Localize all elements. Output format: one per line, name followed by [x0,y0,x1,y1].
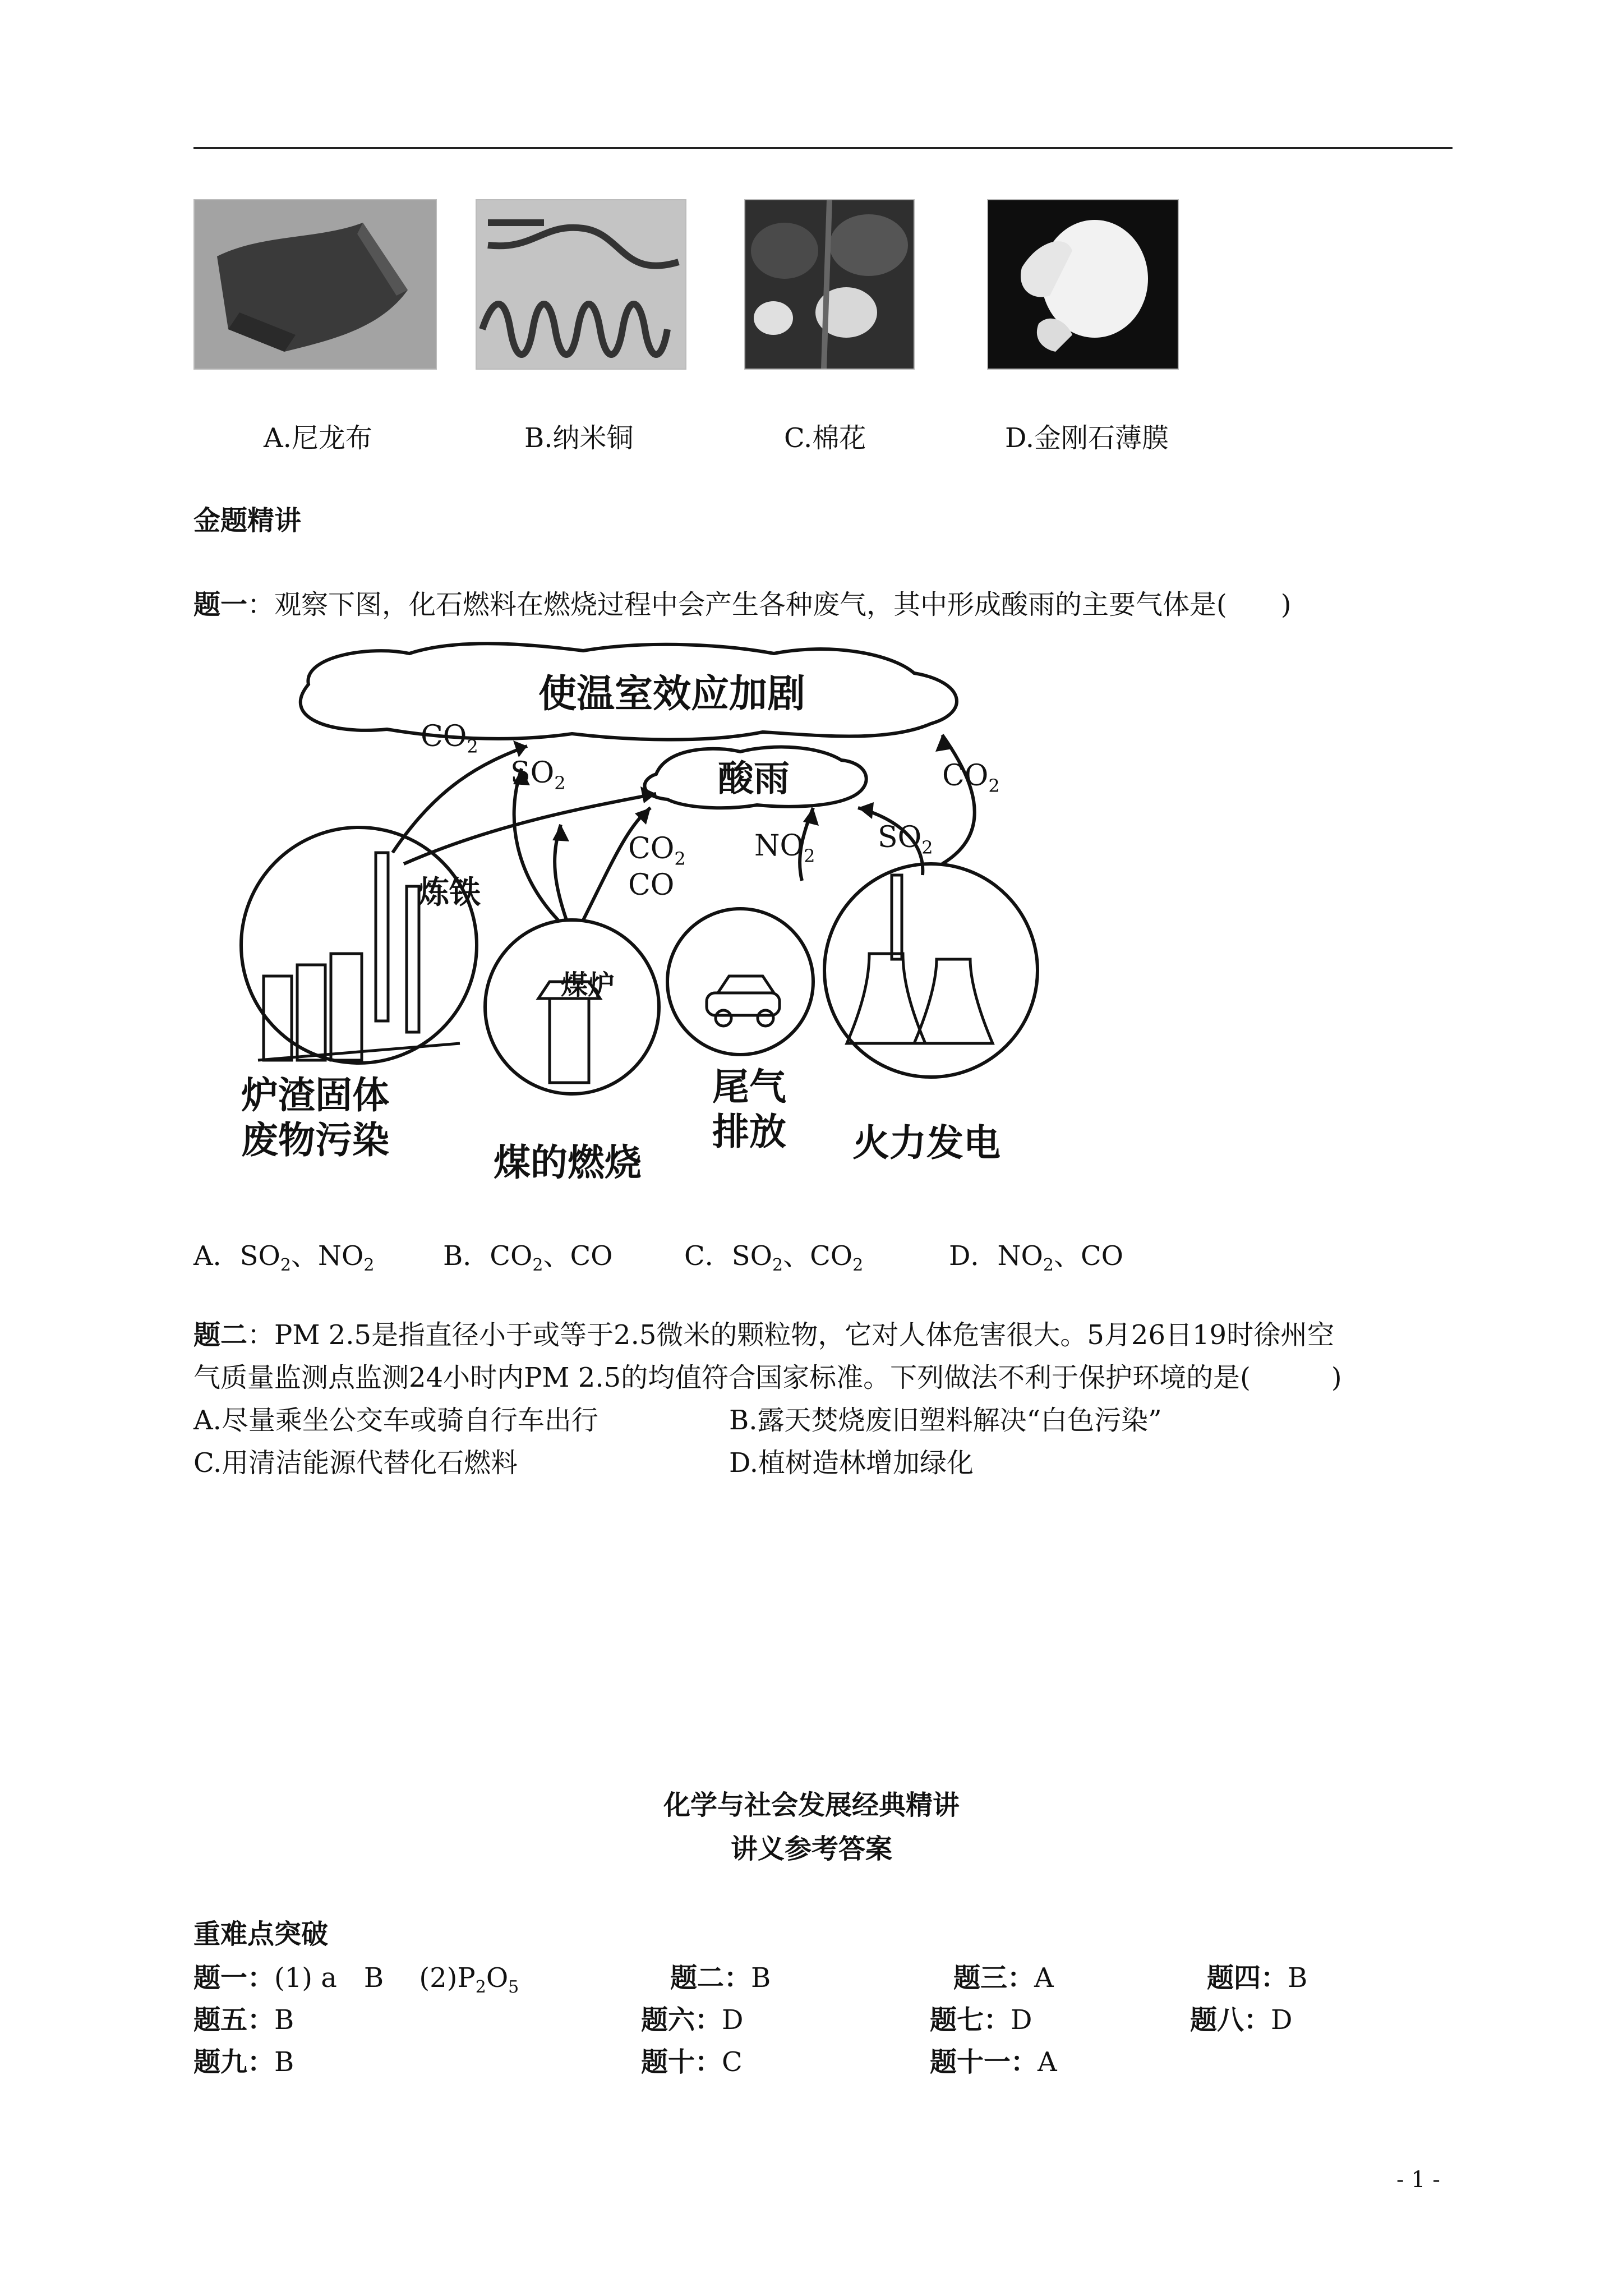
option-b-nano-copper: B.纳米铜 [524,422,634,454]
q1-option-c: C．$SO_2$、$CO_2$ [684,1240,864,1275]
answer-5: 题五：B [193,2004,294,2036]
question-2-line-1: 题二：PM 2.5是指直径小于或等于2.5微米的颗粒物，它对人体危害很大。5月26日19时徐州空 [193,1319,1335,1351]
stove-circle [485,920,659,1094]
diamond-film-image [987,199,1179,370]
answer-3: 题三：A [953,1962,1054,1994]
answer-7: 题七：D [930,2004,1032,2036]
exhaust-circle [667,909,813,1055]
answer-1: 题一：(1) a B $(2)P_2O_5$ [193,1962,519,1997]
pollution-diagram [224,639,1066,1189]
cotton-image [744,199,915,370]
label-stove: 煤炉 [561,969,615,1001]
question-2-line-2: 气质量监测点监测24小时内PM 2.5的均值符合国家标准。下列做法不利于保护环境的是( ) [193,1362,1342,1393]
section-title: 金题精讲 [193,505,302,536]
label-so2-right: $SO_2$ [878,821,933,858]
option-a-nylon: A.尼龙布 [264,422,372,454]
answer-6: 题六：D [641,2004,744,2036]
label-coal: 煤的燃烧 [494,1141,642,1184]
q1-option-b: B．$CO_2$、CO [443,1240,613,1275]
label-slag-2: 废物污染 [241,1119,389,1162]
label-power: 火力发电 [852,1121,1000,1165]
q2-option-d: D.植树造林增加绿化 [729,1447,974,1479]
label-exhaust-1: 尾气 [712,1065,786,1108]
label-co2-middle: $CO_2$ [628,832,686,869]
nylon-cloth-image [193,199,437,370]
q1-option-a: A．$SO_2$、$NO_2$ [193,1240,375,1275]
option-c-cotton: C.棉花 [784,422,866,454]
label-no2: $NO_2$ [754,829,815,867]
label-iron: 炼铁 [418,875,481,911]
answer-11: 题十一：A [930,2046,1057,2078]
answer-8: 题八：D [1190,2004,1293,2036]
label-co2-left: $CO_2$ [421,720,478,757]
q2-option-b: B.露天焚烧废旧塑料解决“白色污染” [729,1405,1162,1436]
label-co2-right: $CO_2$ [942,759,1000,797]
question-2-label: 题二 [193,1319,248,1351]
question-1 [193,583,1291,626]
answer-subtitle: 讲义参考答案 [730,1833,892,1865]
iron-circle [241,827,477,1063]
option-d-diamond-film: D.金刚石薄膜 [1005,422,1169,454]
label-greenhouse: 使温室效应加剧 [538,672,806,716]
label-exhaust-2: 排放 [712,1110,786,1153]
header-rule [193,147,1453,149]
label-acid-rain: 酸雨 [718,758,790,800]
nano-copper-image [476,199,686,370]
label-co-middle: CO [628,868,675,902]
label-so2-left: $SO_2$ [510,756,566,794]
answer-10: 题十：C [641,2046,743,2078]
label-slag-1: 炉渣固体 [241,1074,389,1117]
q2-option-a: A.尽量乘坐公交车或骑自行车出行 [193,1405,598,1436]
answer-2: 题二：B [670,1962,771,1994]
q2-option-c: C.用清洁能源代替化石燃料 [193,1447,518,1479]
question-1-label: 题一 [193,589,248,620]
power-circle [824,864,1038,1077]
answer-section-title: 重难点突破 [193,1918,329,1950]
answer-title: 化学与社会发展经典精讲 [663,1789,960,1821]
answer-9: 题九：B [193,2046,294,2078]
answer-4: 题四：B [1207,1962,1308,1994]
page-number: - 1 - [1396,2167,1440,2193]
question-1-text: ：观察下图，化石燃料在燃烧过程中会产生各种废气，其中形成酸雨的主要气体是( ) [247,589,1292,620]
q1-option-d: D．$NO_2$、CO [949,1240,1124,1275]
